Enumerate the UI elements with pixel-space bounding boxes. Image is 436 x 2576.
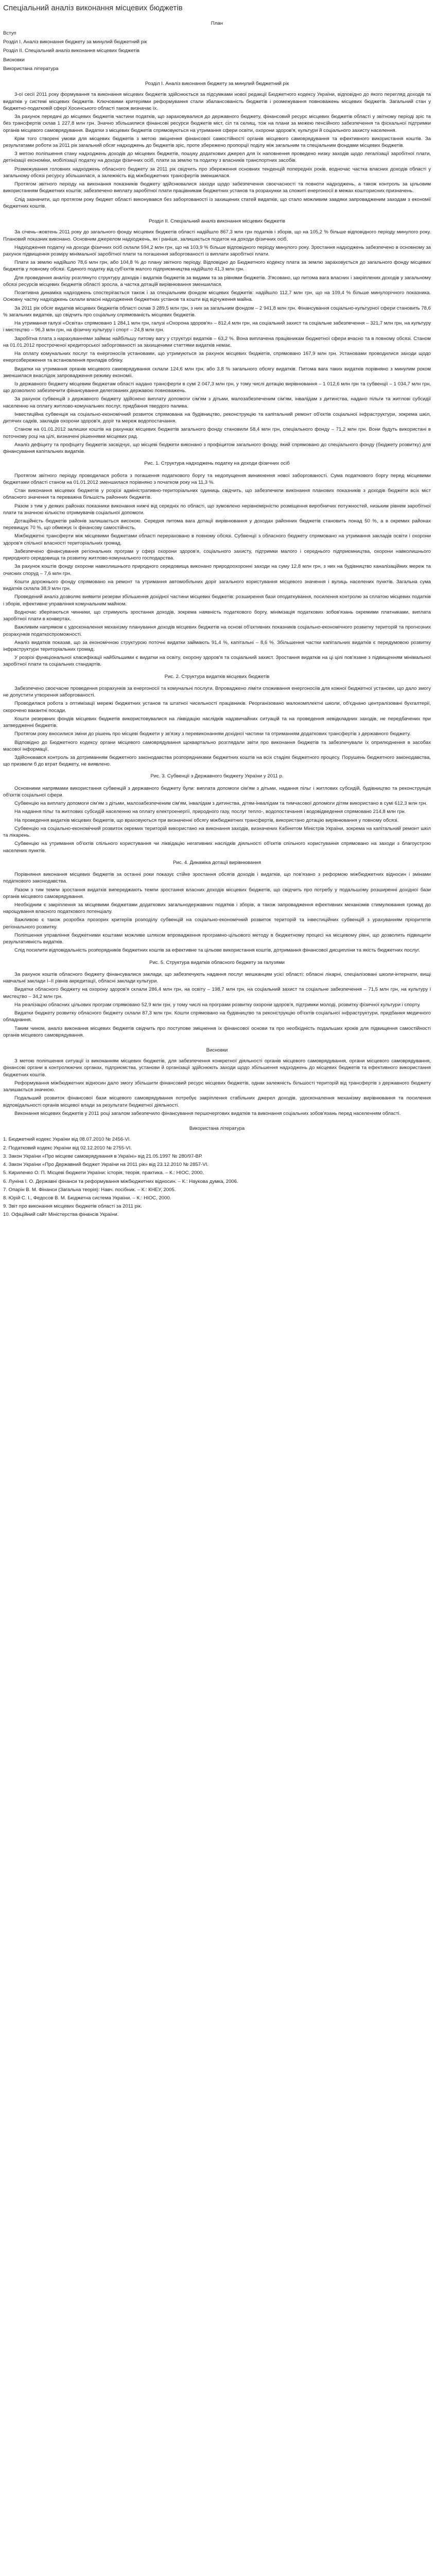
reference-item: 1. Бюджетний кодекс України від 08.07.2010 № 2456-VI. xyxy=(3,1137,131,1143)
paragraph: Аналіз дефіциту та профіциту бюджетів засвідчує, що місцеві бюджети виконано з профіцитом загального фонду, який спрямовано до спеціального фонду (бюджету розвитку) для фінансування капітальних видатків. xyxy=(3,442,431,455)
paragraph: Відповідно до Бюджетного кодексу органи місцевого самоврядування щоквартально розглядали звіти про виконання бюджетів та забезпечували їх оприлюднення в засобах масової інформації. xyxy=(3,739,431,752)
paragraph: На проведення видатків місцевих бюджетів, що враховуються при визначенні обсягу міжбюджетних трансфертів, використано дотацію вирівнювання у повному обсязі. xyxy=(14,817,399,823)
conclusions-body xyxy=(3,1058,431,1117)
paragraph: Видатки обласного бюджету на охорону здоров'я склали 286,4 млн грн, на освіту – 198,7 млн грн, на соціальний захист та соціальне забезпечення – 71,5 млн грн, на культуру і мистецтво – 34,2 млн грн. xyxy=(3,987,431,999)
section-body xyxy=(3,871,431,954)
paragraph: Основними напрямами використання субвенцій з державного бюджету були: виплата допомоги сім'ям з дітьми, надання пільг і житлових субсидій, будівництво та реконструкція об'єктів соціальної сфери. xyxy=(3,785,431,798)
paragraph: Таким чином, аналіз виконання місцевих бюджетів свідчить про поступове зміцнення їх фінансової основи та про необхідність подальших кроків для підвищення самостійності органів місцевого самоврядування. xyxy=(3,1025,431,1038)
paragraph: Проводилася робота з оптимізації мережі бюджетних установ та штатної чисельності працівників. Реорганізовано малокомплектні школи, об'єднано централізовані бухгалтерії, скорочено вакантні посади. xyxy=(3,701,431,714)
paragraph: Субвенцію на виплату допомоги сім'ям з дітьми, малозабезпеченим сім'ям, інвалідам з дитинства, дітям-інвалідам та тимчасової допомоги дітям використано в сумі 612,3 млн грн. xyxy=(14,801,428,807)
document-title: Спеціальний аналіз виконання місцевих бюджетів xyxy=(3,4,183,12)
paragraph: Забезпечено своєчасне проведення розрахунків за енергоносії та комунальні послуги. Впроваджено ліміти споживання енергоносіїв для кожної бюджетної установи, що дало змогу не допустити утворення заборгованості. xyxy=(3,685,431,699)
figure-caption: Рис. 5. Структура видатків обласного бюджету за галузями xyxy=(149,959,285,965)
paragraph: Проведений аналіз дозволяє виявити резерви збільшення дохідної частини місцевих бюджетів: розширення бази оподаткування, посилення контролю за сплатою місцевих податків і зборів, ефективне управління комунальним майном. xyxy=(3,594,431,607)
paragraph: 3-ої сесії 2011 року формування та виконання місцевих бюджетів здійснюється за підсумками нової редакції Бюджетного кодексу України, відповідно до якого перегляд доходів та видатків у системі місцевих бюджетів. Ключовими критеріями реформування стали збалансованість бюджетів і розмежування повноважень місцевих бюджетів. Загальний стан у бюджетно-податковій сфері Хосинського області також визначає їх. xyxy=(3,92,431,111)
paragraph: Аналіз видатків показав, що за економічною структурою поточні видатки займають 91,4 %, капітальні – 8,6 %. Збільшення частки капітальних видатків є передумовою розвитку інфраструктури територіальних громад. xyxy=(3,639,431,652)
reference-item: 2. Податковий кодекс України від 02.12.2010 № 2755-VI. xyxy=(3,1145,132,1151)
plan-heading: План xyxy=(211,20,223,26)
section-body xyxy=(3,785,431,854)
paragraph: За рахунок передачі до місцевих бюджетів частини податків, що зараховувалися до державного бюджету, фінансовий ресурс місцевих бюджетів області у звітному періоді зріс та без трансфертів склав 1 227,8 млн грн. Значно збільшилися фінансові ресурси бюджетів міст, сіл та селищ, тож на плани за межею пенсійного забезпечення та фіскальної підтримки органів місцевого самоврядування. Видатки з місцевих бюджетів спрямовуються на утримання сфери освіти, охорони здоров'я, культури й соціального захисту населення. xyxy=(3,114,431,133)
paragraph: Для проведення аналізу розглянуто структуру доходів і видатків бюджетів за видами та за рівнями бюджетів. З'ясовано, що питома вага власних і закріплених доходів у загальному обсязі ресурсів місцевих бюджетів області зросла, а частка дотацій вирівнювання зменшилася. xyxy=(3,275,431,287)
reference-item: 5. Кириленко О. П. Місцеві бюджети України: історія, теорія, практика. – К.: НІОС, 2000. xyxy=(3,1170,204,1176)
paragraph: Важливим напрямом є удосконалення механізму планування доходів місцевих бюджетів на основі об'єктивних показників соціально-економічного розвитку територій та прогнозних розрахунків податкоспроможності. xyxy=(3,624,431,637)
reference-item: 10. Офіційний сайт Міністерства фінансів України. xyxy=(3,1212,119,1218)
paragraph: Кошти дорожнього фонду спрямовано на ремонт та утримання автомобільних доріг загального користування місцевого значення і вулиць населених пунктів. Загальна сума видатків склала 38,9 млн грн. xyxy=(3,579,431,592)
paragraph: На утримання галузі «Освіта» спрямовано 1 284,1 млн грн, галузі «Охорона здоров'я» – 812,4 млн грн, на соціальний захист та соціальне забезпечення – 321,7 млн грн, на культуру і мистецтво – 96,3 млн грн, на фізичну культуру і спорт – 24,8 млн грн. xyxy=(3,320,431,333)
paragraph: За 2011 рік обсяг видатків місцевих бюджетів області склав 3 289,5 млн грн, з них за загальним фондом – 2 941,8 млн грн. Фінансування соціально-культурної сфери становить 78,6 % загальних видатків, що свідчить про соціальну спрямованість місцевих бюджетів. xyxy=(3,305,431,318)
paragraph: Видатки на утримання органів місцевого самоврядування склали 124,6 млн грн, або 3,8 % загального обсягу видатків. Питома вага таких видатків порівняно з минулим роком зменшилася внаслідок запровадження режиму економії. xyxy=(3,366,431,379)
paragraph: На надання пільг та житлових субсидій населенню на оплату електроенергії, природного газу, послуг тепло-, водопостачання і водовідведення спрямовано 214,8 млн грн. xyxy=(14,809,406,815)
paragraph: Порівняння виконання місцевих бюджетів за останні роки показує стійке зростання обсягів доходів і видатків, що пов'язано з реформою міжбюджетних відносин і змінами податкового законодавства. xyxy=(3,872,431,885)
plan-block xyxy=(3,20,431,72)
paragraph: Стан виконання місцевих бюджетів у розрізі адміністративно-територіальних одиниць свідчить, що забезпечили виконання планових показників з доходів бюджети всіх міст обласного значення та переважна більшість районних бюджетів. xyxy=(3,488,431,501)
section-heading: Розділ I. Аналіз виконання бюджету за минулий бюджетний рік xyxy=(145,81,289,87)
paragraph: За рахунок коштів обласного бюджету фінансувалися заклади, що забезпечують надання послуг мешканцям усієї області: обласні лікарні, спеціалізовані школи-інтернати, вищі навчальні заклади I–II рівнів акредитації, обласні заклади культури. xyxy=(3,971,431,985)
figure-caption: Рис. 2. Структура видатків місцевих бюджетів xyxy=(164,673,270,680)
section-body xyxy=(3,971,431,1039)
paragraph: За рахунок субвенцій з державного бюджету здійснено виплату допомоги сім'ям з дітьми, малозабезпеченим сім'ям, інвалідам з дитинства, надано пільги та житлові субсидії населенню на оплату житлово-комунальних послуг, придбання твердого палива. xyxy=(3,396,431,409)
paragraph: Виконання місцевих бюджетів у 2011 році загалом забезпечило фінансування першочергових видатків та виконання соціальних зобов'язань перед населенням області. xyxy=(14,1110,401,1116)
paragraph: Кошти резервних фондів місцевих бюджетів використовувалися на ліквідацію наслідків надзвичайних ситуацій та на проведення невідкладних заходів, не передбачених при затвердженні бюджетів. xyxy=(3,716,431,729)
figure-caption: Рис. 3. Субвенції з Державного бюджету України у 2011 р. xyxy=(150,773,284,779)
paragraph: Інвестиційна субвенція на соціально-економічний розвиток спрямована на будівництво, реконструкцію та капітальний ремонт об'єктів соціальної інфраструктури, зокрема шкіл, дитячих садків, закладів охорони здоров'я, доріг та мереж водопостачання. xyxy=(3,411,431,425)
paragraph: За січень–жовтень 2011 року до загального фонду місцевих бюджетів області надійшло 867,3 млн грн податків і зборів, що на 105,2 % більше відповідного періоду минулого року. Плановий показник виконано. Основним джерелом надходжень, як і раніше, залишається податок на доходи фізичних осіб. xyxy=(3,229,431,242)
paragraph: Протягом звітного періоду на виконання показників бюджету здійснювалися заходи щодо забезпечення своєчасності та повноти надходжень, а також контроль за цільовим використанням бюджетних коштів; забезпечено виплату заробітної плати працівникам бюджетних установ та розрахунки за спожиті енергоносії в межах кошторисних призначень. xyxy=(3,181,431,194)
section-body xyxy=(3,229,431,455)
paragraph: Крім того створені умови для місцевих бюджетів з метою зміцнення фінансової самостійності органів місцевого самоврядування та ефективного використання коштів. За результатами роботи за 2011 рік загальний обсяг надходжень до бюджетів зріс, проте збережено пропорції поділу між загальним та спеціальним фондами місцевих бюджетів. xyxy=(3,135,431,148)
paragraph: Надходження податку на доходи фізичних осіб склали 594,2 млн грн, що на 103,9 % більше відповідного періоду минулого року. Зростання надходжень забезпечено в основному за рахунок підвищення розміру мінімальної заробітної плати та погашення заборгованості із виплати заробітної плати. xyxy=(3,244,431,258)
paragraph: На оплату комунальних послуг та енергоносіїв установами, що утримуються за рахунок місцевих бюджетів, спрямовано 167,9 млн грн. Установами проводилися заходи щодо енергозбереження та встановлення приладів обліку. xyxy=(3,351,431,364)
document-page xyxy=(0,0,436,1235)
plan-item: Висновки xyxy=(3,57,25,63)
reference-item: 4. Закон України «Про Державний бюджет України на 2011 рік» від 23.12.2010 № 2857-VI. xyxy=(3,1162,208,1168)
paragraph: Здійснювався контроль за дотриманням бюджетного законодавства розпорядниками бюджетних коштів на всіх стадіях бюджетного процесу. Порушень бюджетного законодавства, що призвели б до втрат бюджету, не виявлено. xyxy=(3,755,431,768)
figure-caption: Рис. 1. Структура надходжень податку на доходи фізичних осіб xyxy=(144,461,290,467)
paragraph: Міжбюджетні трансферти між місцевими бюджетами області перераховано в повному обсязі. Субвенції з обласного бюджету спрямовано на утримання закладів освіти і охорони здоров'я спільної власності територіальних громад. xyxy=(3,533,431,546)
paragraph: Подальший розвиток фінансової бази місцевого самоврядування потребує закріплення стабільних джерел доходів, удосконалення механізму вирівнювання та посилення відповідальності органів місцевої влади за результати бюджетної діяльності. xyxy=(3,1095,431,1108)
section-body xyxy=(3,472,431,668)
paragraph: Протягом звітного періоду проводилася робота з погашення податкового боргу та недопущення виникнення нової заборгованості. Сума податкового боргу перед місцевими бюджетами області станом на 01.01.2012 зменшилася порівняно з початком року на 11,3 %. xyxy=(3,472,431,485)
paragraph: З метою поліпшення стану надходжень доходів до місцевих бюджетів, пошуку додаткових джерел для їх наповнення проведено низку заходів щодо легалізації заробітної плати, детінізації економіки, мобілізації податку на доходи фізичних осіб, плати за землю та податку з власників транспортних засобів. xyxy=(3,151,431,164)
references-list xyxy=(3,1136,431,1218)
section-heading: Розділ II. Спеціальний аналіз виконання місцевих бюджетів xyxy=(149,218,285,225)
paragraph: Видатки бюджету розвитку обласного бюджету склали 87,3 млн грн. Кошти спрямовано на будівництво та реконструкцію об'єктів соціальної інфраструктури, придбання медичного обладнання. xyxy=(3,1010,431,1023)
reference-item: 9. Звіт про виконання місцевих бюджетів області за 2011 рік. xyxy=(3,1204,142,1210)
reference-item: 7. Опарін В. М. Фінанси (Загальна теорія): Навч. посібник. – К.: КНЕУ, 2005. xyxy=(3,1187,176,1193)
paragraph: Станом на 01.01.2012 залишки коштів на рахунках місцевих бюджетів загального фонду становили 58,4 млн грн, спеціального фонду – 71,2 млн грн. Вони будуть використані в поточному році на цілі, визначені рішеннями місцевих рад. xyxy=(3,427,431,439)
paragraph: Позитивна динаміка надходжень спостерігається також і за спеціальним фондом місцевих бюджетів: надійшло 112,7 млн грн, що на 109,4 % більше минулорічного показника. Основну частку надходжень склали власні надходження бюджетних установ та кошти від відчуження майна. xyxy=(3,290,431,303)
paragraph: На реалізацію обласних цільових програм спрямовано 52,9 млн грн, у тому числі на програми розвитку охорони здоров'я, підтримки молоді, розвитку фізичної культури і спорту. xyxy=(14,1002,421,1008)
paragraph: Слід зазначити, що протягом року бюджет області виконувався без заборгованості із захищених статей видатків, що стало можливим завдяки запровадженим заходам з економії бюджетних коштів. xyxy=(3,196,431,209)
plan-item: Розділ I. Аналіз виконання бюджету за минулий бюджетний рік xyxy=(3,39,147,45)
plan-item: Вступ xyxy=(3,30,16,36)
paragraph: За рахунок коштів фонду охорони навколишнього природного середовища виконано природоохоронні заходи на суму 12,8 млн грн, з них на будівництво каналізаційних мереж та очисних споруд – 7,6 млн грн. xyxy=(3,564,431,577)
reference-item: 8. Юрій С. І., Федосов В. М. Бюджетна система України. – К.: НІОС, 2000. xyxy=(3,1195,171,1201)
paragraph: Реформування міжбюджетних відносин дало змогу збільшити фінансовий ресурс місцевих бюджетів, однак залежність більшості територій від трансфертів з державного бюджету залишається значною. xyxy=(3,1080,431,1093)
paragraph: З метою поліпшення ситуації із виконанням місцевих бюджетів, для забезпечення конкретної діяльності органів місцевого самоврядування, органи місцевого самоврядування, фінансові органи в контролюючих органах, підприємства, установи й організації здійснюють заходи щодо збільшення надходжень до місцевих бюджетів та ефективного використання бюджетних коштів. xyxy=(3,1058,431,1078)
paragraph: Водночас зберігаються чинники, що стримують зростання доходів, зокрема наявність податкового боргу, мінімізація податкових зобов'язань окремими платниками, виплата заробітної плати в конвертах. xyxy=(3,609,431,622)
plan-item: Розділ II. Спеціальний аналіз виконання місцевих бюджетів xyxy=(3,48,139,54)
paragraph: Разом з тим у деяких районах показники виконання нижчі від середніх по області, що зумовлено нерівномірністю розміщення виробничих потужностей, низьким рівнем заробітної плати та значною кількістю отримувачів соціальної допомоги. xyxy=(3,503,431,516)
paragraph: Необхідним є закріплення за місцевими бюджетами додаткових загальнодержавних податків і зборів, а також запровадження ефективних механізмів стимулювання громад до нарощування власного податкового потенціалу. xyxy=(3,902,431,915)
paragraph: Протягом року вносилися зміни до рішень про місцеві бюджети у зв'язку з перевиконанням дохідної частини та отриманням додаткових трансфертів з державного бюджету. xyxy=(14,731,411,737)
figure-caption: Рис. 4. Динаміка дотації вирівнювання xyxy=(172,859,261,866)
paragraph: Слід посилити відповідальність розпорядників бюджетних коштів за ефективне та цільове використання коштів, дотримання фінансової дисципліни та якість бюджетних послуг. xyxy=(14,947,420,954)
section-body xyxy=(3,685,431,768)
paragraph: Заробітна плата з нарахуваннями займає найбільшу питому вагу у структурі видатків – 63,2 %. Вона виплачена працівникам бюджетної сфери вчасно та в повному обсязі. Станом на 01.01.2012 простроченої кредиторської заборгованості за захищеними статтями видатків немає. xyxy=(3,335,431,348)
paragraph: Важливою є також розробка прозорих критеріїв розподілу субвенцій на соціально-економічний розвиток територій та інвестиційних субвенцій з урахуванням пріоритетів регіонального розвитку. xyxy=(3,917,431,930)
reference-item: 3. Закон України «Про місцеве самоврядування в Україні» від 21.05.1997 № 280/97-ВР. xyxy=(3,1153,203,1159)
plan-item: Використана література xyxy=(3,65,59,72)
section-body xyxy=(3,91,431,210)
paragraph: Із державного бюджету місцевим бюджетам області надано трансферти в сумі 2 047,3 млн грн, у тому числі дотацію вирівнювання – 1 012,6 млн грн та субвенції – 1 034,7 млн грн, що дозволило забезпечити фінансування делегованих державою повноважень. xyxy=(3,381,431,394)
paragraph: Поліпшення управління бюджетними коштами можливе шляхом впровадження програмно-цільового методу в бюджетному процесі на місцевому рівні, що дозволить підвищити результативність видатків. xyxy=(3,932,431,945)
references-heading: Використана література xyxy=(189,1126,245,1132)
reference-item: 6. Луніна І. О. Державні фінанси та реформування міжбюджетних відносин. – К.: Наукова думка, 2006. xyxy=(3,1178,238,1184)
paragraph: Дотаційність бюджетів районів залишається високою. Середня питома вага дотації вирівнювання у доходах районних бюджетів становить понад 50 %, а в окремих районах перевищує 70 %, що обмежує їх фінансову самостійність. xyxy=(3,518,431,531)
paragraph: Розмежування головних надходжень обласного бюджету за 2011 рік свідчить про збереження основних тенденцій попередніх років, водночас частка власних доходів області у загальному обсязі ресурсу збільшилася, а залежність від міжбюджетних трансфертів зменшилася. xyxy=(3,166,431,179)
paragraph: Субвенцію на соціально-економічний розвиток окремих територій використано на виконання заходів, визначених Кабінетом Міністрів України, зокрема на капітальний ремонт шкіл та лікарень. xyxy=(3,825,431,839)
paragraph: Забезпечено фінансування регіональних програм у сфері охорони здоров'я, соціального захисту, підтримки малого і середнього підприємництва, охорони навколишнього природного середовища та розвитку житлово-комунального господарства. xyxy=(3,548,431,562)
paragraph: Плати за землю надійшло 78,6 млн грн, або 104,8 % до плану звітного періоду. Відповідно до Бюджетного кодексу плата за землю зараховується до загального фонду місцевих бюджетів у повному обсязі. Єдиного податку від суб'єктів малого підприємництва надійшло 41,3 млн грн. xyxy=(3,260,431,273)
paragraph: Разом з тим темпи зростання видатків випереджають темпи зростання власних доходів місцевих бюджетів, що свідчить про потребу у подальшому розширенні дохідної бази органів місцевого самоврядування. xyxy=(3,887,431,900)
paragraph: У розрізі функціональної класифікації найбільшими є видатки на освіту, охорону здоров'я та соціальний захист. Зростання видатків на ці цілі пов'язане з підвищенням мінімальної заробітної плати та соціальних стандартів. xyxy=(3,655,431,668)
paragraph: Субвенцію на утримання об'єктів спільного користування чи ліквідацію негативних наслідків діяльності об'єктів спільного користування спрямовано на заходи з благоустрою населених пунктів. xyxy=(3,841,431,854)
conclusions-heading: Висновки xyxy=(206,1047,228,1053)
